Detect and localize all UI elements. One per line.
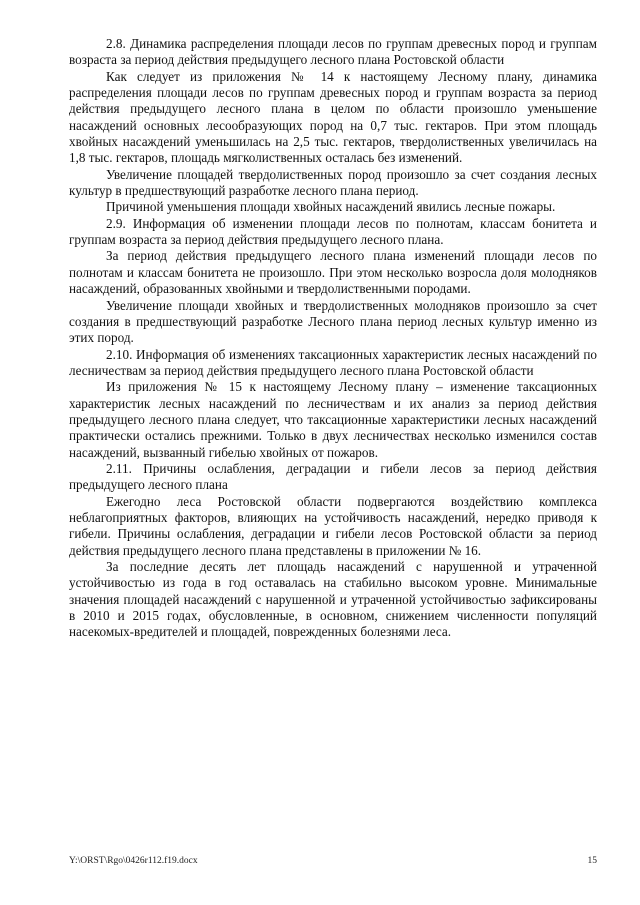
paragraph: Ежегодно леса Ростовской области подвергаются воздействию комплекса неблагоприятных факторов, влияющих на устойчивость насаждений, нередко приводя к гибели. Причины ослабления, деградации и гибели лесов Ростовской области за период действия предыдущего лесного плана представлены в приложении № 16. [69, 493, 597, 558]
page-footer [69, 856, 597, 866]
page-number: 15 [587, 856, 597, 866]
paragraph: Увеличение площадей твердолиственных пород произошло за счет создания лесных культур в предшествующий разработке лесного плана период. [69, 166, 597, 199]
paragraph: За последние десять лет площадь насаждений с нарушенной и утраченной устойчивостью из года в год оставалась на стабильно высоком уровне. Минимальные значения площадей насаждений с нарушенной и утраченной устойчивостью зафиксированы в 2010 и 2015 годах, обусловленные, в основном, снижением численности популяций насекомых-вредителей и площадей, поврежденных болезнями леса. [69, 559, 597, 640]
paragraph: За период действия предыдущего лесного плана изменений площади лесов по полнотам и классам бонитета не произошло. При этом несколько возросла доля молодняков насаждений, образованных хвойными и твердолиственными породами. [69, 248, 597, 297]
section-heading-2-11: 2.11. Причины ослабления, деградации и гибели лесов за период действия предыдущего лесного плана [69, 460, 597, 493]
document-body [69, 36, 597, 641]
paragraph: Увеличение площади хвойных и твердолиственных молодняков произошло за счет создания в предшествующий разработке Лесного плана период лесных культур именно из этих пород. [69, 297, 597, 346]
section-heading-2-8: 2.8. Динамика распределения площади лесов по группам древесных пород и группам возраста за период действия предыдущего лесного плана Ростовской области [69, 36, 597, 68]
section-heading-2-9: 2.9. Информация об изменении площади лесов по полнотам, классам бонитета и группам возраста за период действия предыдущего лесного плана. [69, 215, 597, 248]
footer-file-path: Y:\ORST\Rgo\0426r112.f19.docx [69, 856, 198, 866]
paragraph: Как следует из приложения № 14 к настоящему Лесному плану, динамика распределения площади лесов по группам древесных пород и группам возраста за период действия предыдущего лесного плана в целом по области произошло уменьшение насаждений основных лесообразующих пород на 0,7 тыс. гектаров. При этом площадь хвойных насаждений уменьшилась на 2,5 тыс. гектаров, твердолиственных увеличилась на 1,8 тыс. гектаров, площадь мягколиственных осталась без изменений. [69, 68, 597, 166]
section-heading-2-10: 2.10. Информация об изменениях таксационных характеристик лесных насаждений по лесничествам за период действия предыдущего лесного плана Ростовской области [69, 346, 597, 378]
paragraph: Из приложения № 15 к настоящему Лесному плану – изменение таксационных характеристик лесных насаждений по лесничествам и их анализ за период действия предыдущего лесного плана следует, что таксационные характеристики лесных насаждений практически остались прежними. Только в двух лесничествах несколько изменился состав насаждений, вызванный гибелью хвойных от пожаров. [69, 379, 597, 460]
paragraph: Причиной уменьшения площади хвойных насаждений явились лесные пожары. [106, 199, 556, 215]
